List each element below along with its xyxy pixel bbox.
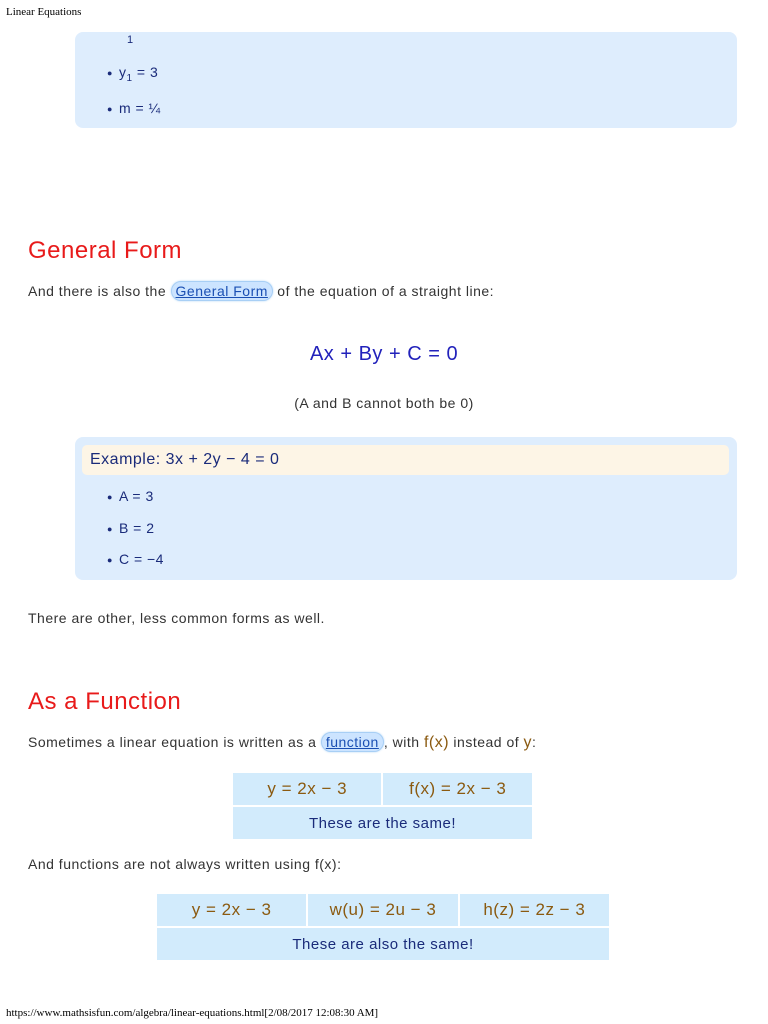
print-footer: https://www.mathsisfun.com/algebra/linear-equations.html[2/08/2017 12:08:30 AM] (6, 1007, 379, 1019)
bullet-icon: ● (107, 555, 113, 565)
function-para2: And functions are not always written using f(x): (28, 856, 342, 872)
top-box-item-y1: ● $y_1 = 3$ (107, 64, 159, 84)
top-box-fragment: 1 (127, 34, 134, 46)
top-example-box (75, 32, 737, 128)
table2-cell-wu: w(u) = 2u − 3 (308, 894, 457, 926)
table2-cell-hz: h(z) = 2z − 3 (460, 894, 609, 926)
table2-cell-y: y = 2x − 3 (157, 894, 306, 926)
example-item-b: ● B = 2 (107, 520, 155, 536)
example-title: Example: 3x + 2y − 4 = 0 (82, 445, 729, 475)
example-item-c: ● C = −4 (107, 551, 164, 567)
general-form-heading: General Form (28, 237, 183, 264)
function-table-2 (155, 892, 611, 962)
general-form-note: (A and B cannot both be 0) (294, 395, 474, 411)
bullet-icon: ● (107, 524, 113, 534)
function-link[interactable]: function (321, 732, 384, 752)
table1-cell-fx: f(x) = 2x − 3 (383, 773, 532, 805)
function-heading: As a Function (28, 688, 182, 715)
function-table-1 (231, 771, 534, 841)
general-form-intro: And there is also the General Form of the equation of a straight line: (28, 283, 495, 299)
bullet-icon: ● (107, 104, 113, 114)
function-intro: Sometimes a linear equation is written as a function , with f(x) instead of y: (28, 734, 537, 751)
example-item-a: ● A = 3 (107, 488, 154, 504)
table1-cell-y: y = 2x − 3 (233, 773, 381, 805)
general-form-closing: There are other, less common forms as well. (28, 610, 325, 626)
table2-footer: These are also the same! (157, 928, 609, 960)
bullet-icon: ● (107, 68, 113, 78)
print-header: Linear Equations (6, 6, 82, 18)
bullet-icon: ● (107, 492, 113, 502)
general-form-formula: Ax + By + C = 0 (309, 343, 459, 365)
top-box-item-m: ● m = ¼ (107, 100, 161, 116)
general-form-link[interactable]: General Form (171, 281, 273, 301)
table1-footer: These are the same! (233, 807, 532, 839)
